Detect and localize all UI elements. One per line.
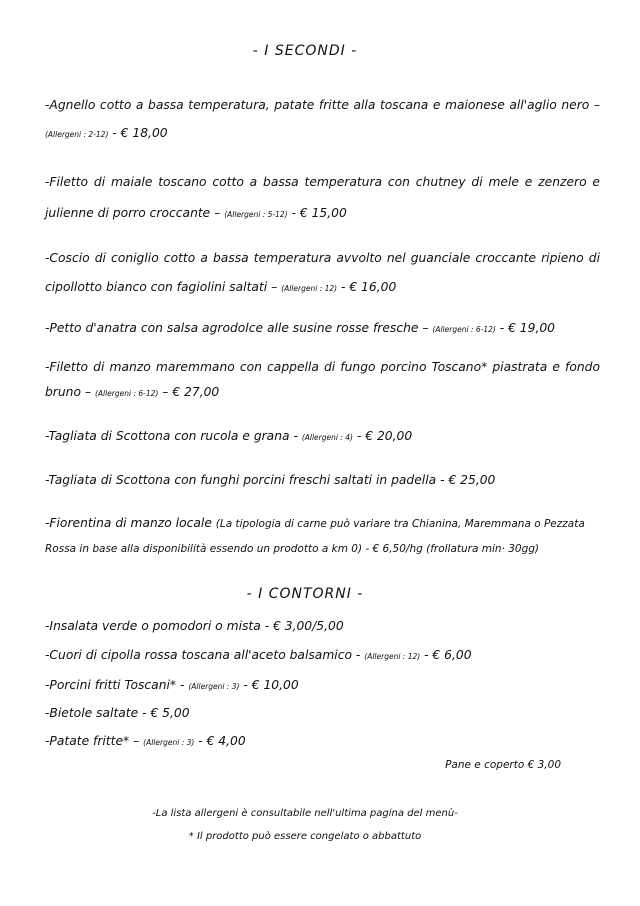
separator: - [352,429,366,443]
price: € 5,00 [150,706,190,720]
item-text: -Porcini fritti Toscani* - [45,678,189,692]
item-text: julienne di porro croccante – [45,206,225,220]
menu-item-filetto-maiale: -Filetto di maiale toscano cotto a bassa temperatura con chutney di mele e zenzero e [45,175,600,189]
menu-item-agnello: -Agnello cotto a bassa temperatura, patate fritte alla toscana e maionese all'aglio nero – [45,98,600,112]
price: - € 6,00 [420,648,472,662]
contorno-cipolla [45,647,600,665]
separator: - [337,280,350,294]
section-title-contorni: - I CONTORNI - [246,586,364,602]
contorno-insalata [45,618,600,634]
item-text: -Tagliata di Scottona con rucola e grana - [45,429,302,443]
contorno-porcini [45,677,600,695]
menu-item-filetto-maiale-line2 [45,205,600,223]
price: € 27,00 [172,385,220,399]
item-text: -Petto d'anatra con salsa agrodolce alle susine rosse fresche – [45,321,433,335]
price: € 18,00 [120,126,168,140]
menu-item-fiorentina-line2: Rossa in base alla disponibilità essendo un prodotto a km 0) - € 6,50/hg (frollatura min· 30gg) [45,543,540,555]
allergen-note: -La lista allergeni è consultabile nell'ultima pagina del menù- [152,808,458,819]
frozen-note: * Il prodotto può essere congelato o abbattuto [188,831,422,842]
separator: - [287,206,300,220]
contorno-patate [45,733,600,751]
item-text: -Tagliata di Scottona con funghi porcini freschi saltati in padella [45,473,437,487]
menu-item-coscio-coniglio: -Coscio di coniglio cotto a bassa temperatura avvolto nel guanciale croccante ripieno di [45,251,600,265]
price: € 16,00 [349,280,397,294]
price: € 20,00 [365,429,413,443]
allergens: (Allergeni : 6-12) [432,325,496,334]
price: € 15,00 [299,206,347,220]
item-text: -Patate fritte* – [45,734,144,748]
item-text: -Bietole saltate - [45,706,151,720]
contorno-bietole [45,705,600,721]
menu-item-filetto-manzo: -Filetto di manzo maremmano con cappella di fungo porcino Toscano* piastrata e fondo [45,360,600,374]
menu-item-fiorentina [45,515,600,532]
menu-item-coscio-coniglio-line2 [45,279,600,297]
price: € 19,00 [508,321,555,335]
pane-coperto: Pane e coperto € 3,00 [445,759,561,771]
price: - € 10,00 [239,678,299,692]
menu-item-agnello-price [45,125,600,143]
section-title-secondi: - I SECONDI - [252,43,358,59]
price: - € 4,00 [194,734,246,748]
allergens: (Allergeni : 3) [143,738,195,747]
separator: - [108,126,121,140]
allergens: (Allergeni : 3) [188,682,240,691]
price: € 3,00/5,00 [273,619,344,633]
separator: – [158,385,173,399]
price: € 25,00 [448,473,496,487]
item-text: -Insalata verde o pomodori o mista - [45,619,274,633]
menu-item-tagliata-porcini [45,472,600,488]
allergens: (Allergeni : 12) [364,652,421,661]
item-text: bruno – [45,385,95,399]
item-text: -Cuori di cipolla rossa toscana all'aceto balsamico - [45,648,365,662]
item-text: cipollotto bianco con fagiolini saltati – [45,280,282,294]
allergens: (Allergeni : 5-12) [224,210,288,219]
menu-item-filetto-manzo-line2 [45,384,600,402]
separator: - [436,473,449,487]
menu-item-petto-anatra [45,320,600,338]
allergens: (Allergeni : 2-12) [45,130,109,139]
item-text: -Fiorentina di manzo locale [45,516,216,530]
allergens: (Allergeni : 4) [301,433,353,442]
menu-item-tagliata-rucola [45,428,600,446]
allergens: (Allergeni : 6-12) [94,389,159,398]
allergens: (Allergeni : 12) [281,284,338,293]
item-note: (La tipologia di carne può variare tra Chianina, Maremmana o Pezzata [215,518,585,530]
separator: - [495,321,509,335]
